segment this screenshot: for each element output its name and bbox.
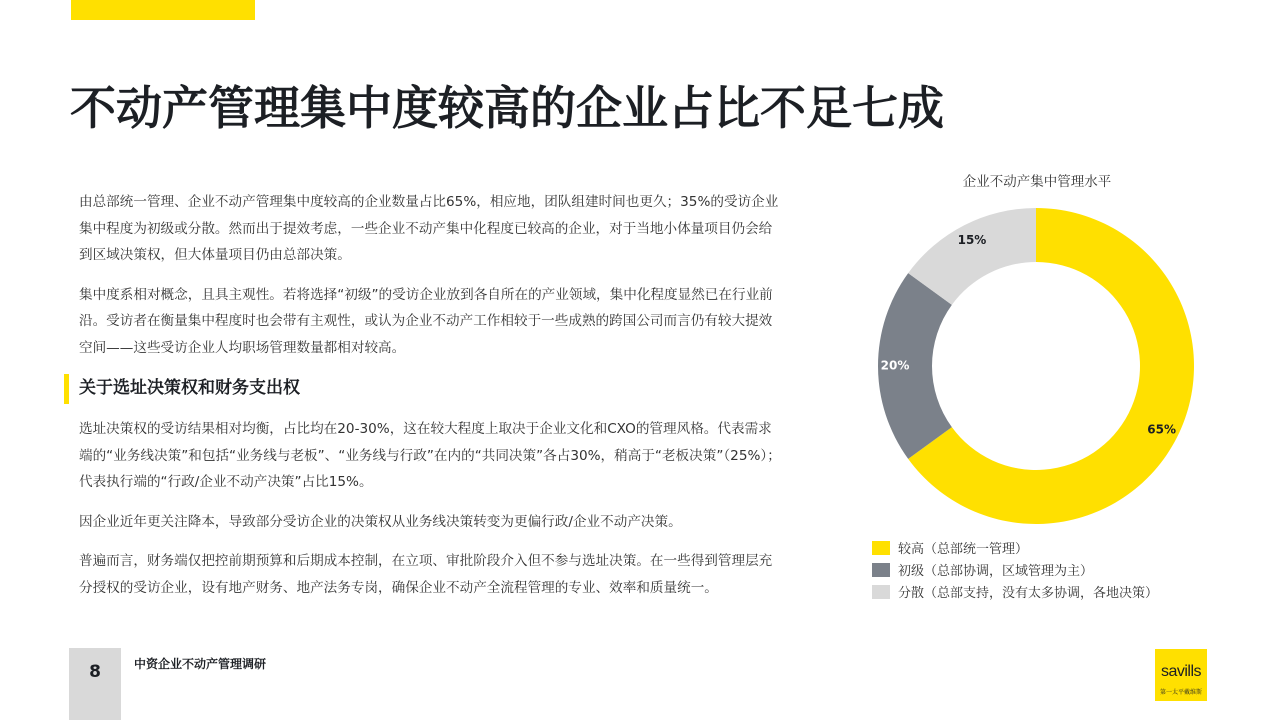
body-paragraph: 由总部统一管理、企业不动产管理集中度较高的企业数量占比65%，相应地，团队组建时间也更久；35%的受访企业集中程度为初级或分散。然而出于提效考虑，一些企业不动产集中化程度已较高的企业，对于当地小体量项目仍会给到区域决策权，但大体量项目仍由总部决策。 — [79, 194, 779, 263]
chart-legend — [872, 537, 1158, 603]
legend-item-0 — [872, 537, 1158, 558]
body-paragraph: 因企业近年更关注降本，导致部分受访企业的决策权从业务线决策转变为更偏行政/企业不动产决策。 — [79, 513, 682, 530]
legend-swatch-1 — [872, 563, 890, 577]
legend-item-1 — [872, 559, 1158, 580]
logo-subtext: 第一太平戴维斯 — [1159, 689, 1202, 696]
legend-label-0: 较高（总部统一管理） — [898, 542, 1029, 557]
body-paragraph: 普遍而言，财务端仅把控前期预算和后期成本控制，在立项、审批阶段介入但不参与选址决策。在一些得到管理层充分授权的受访企业，设有地产财务、地产法务专岗，确保企业不动产全流程管理的专业、效率和质量统一。 — [79, 553, 773, 596]
section-heading-text: 关于选址决策权和财务支出权 — [79, 378, 300, 398]
logo-wordmark: savills — [1160, 663, 1202, 680]
body-text-column — [79, 189, 784, 614]
legend-label-2: 分散（总部支持，没有太多协调，各地决策） — [898, 586, 1159, 601]
donut-slice-label-0: 65% — [1147, 422, 1176, 437]
chart-title: 企业不动产集中管理水平 — [962, 174, 1112, 190]
legend-swatch-2 — [872, 585, 890, 599]
donut-slice-label-2: 15% — [957, 232, 987, 247]
body-paragraph: 集中度系相对概念，且具主观性。若将选择“初级”的受访企业放到各自所在的产业领域，集中化程度显然已在行业前沿。受访者在衡量集中程度时也会带有主观性，或认为企业不动产工作相较于一些成熟的跨国公司而言仍有较大提效空间——这些受访企业人均职场管理数量都相对较高。 — [79, 286, 773, 356]
page-title: 不动产管理集中度较高的企业占比不足七成 — [70, 81, 944, 135]
section-accent-bar — [64, 374, 69, 404]
savills-logo — [1155, 649, 1207, 701]
report-title: 中资企业不动产管理调研 — [134, 657, 267, 671]
top-accent-bar — [71, 0, 255, 20]
body-paragraph: 选址决策权的受访结果相对均衡，占比均在20-30%，这在较大程度上取决于企业文化和CXO的管理风格。代表需求端的“业务线决策”和包括“业务线与老板”、“业务线与行政”在内的“共同决策”各占30%，稍高于“老板决策”（25%）；代表执行端的“行政/企业不动产决策”占比15%。 — [79, 421, 781, 490]
legend-label-1: 初级（总部协调，区域管理为主） — [898, 564, 1094, 579]
section-heading — [64, 374, 784, 402]
donut-chart — [868, 200, 1208, 530]
page-number: 8 — [89, 662, 101, 682]
legend-item-2 — [872, 581, 1158, 602]
donut-slice-label-1: 20% — [880, 358, 910, 373]
legend-swatch-0 — [872, 541, 890, 555]
page-number-box — [69, 648, 121, 720]
